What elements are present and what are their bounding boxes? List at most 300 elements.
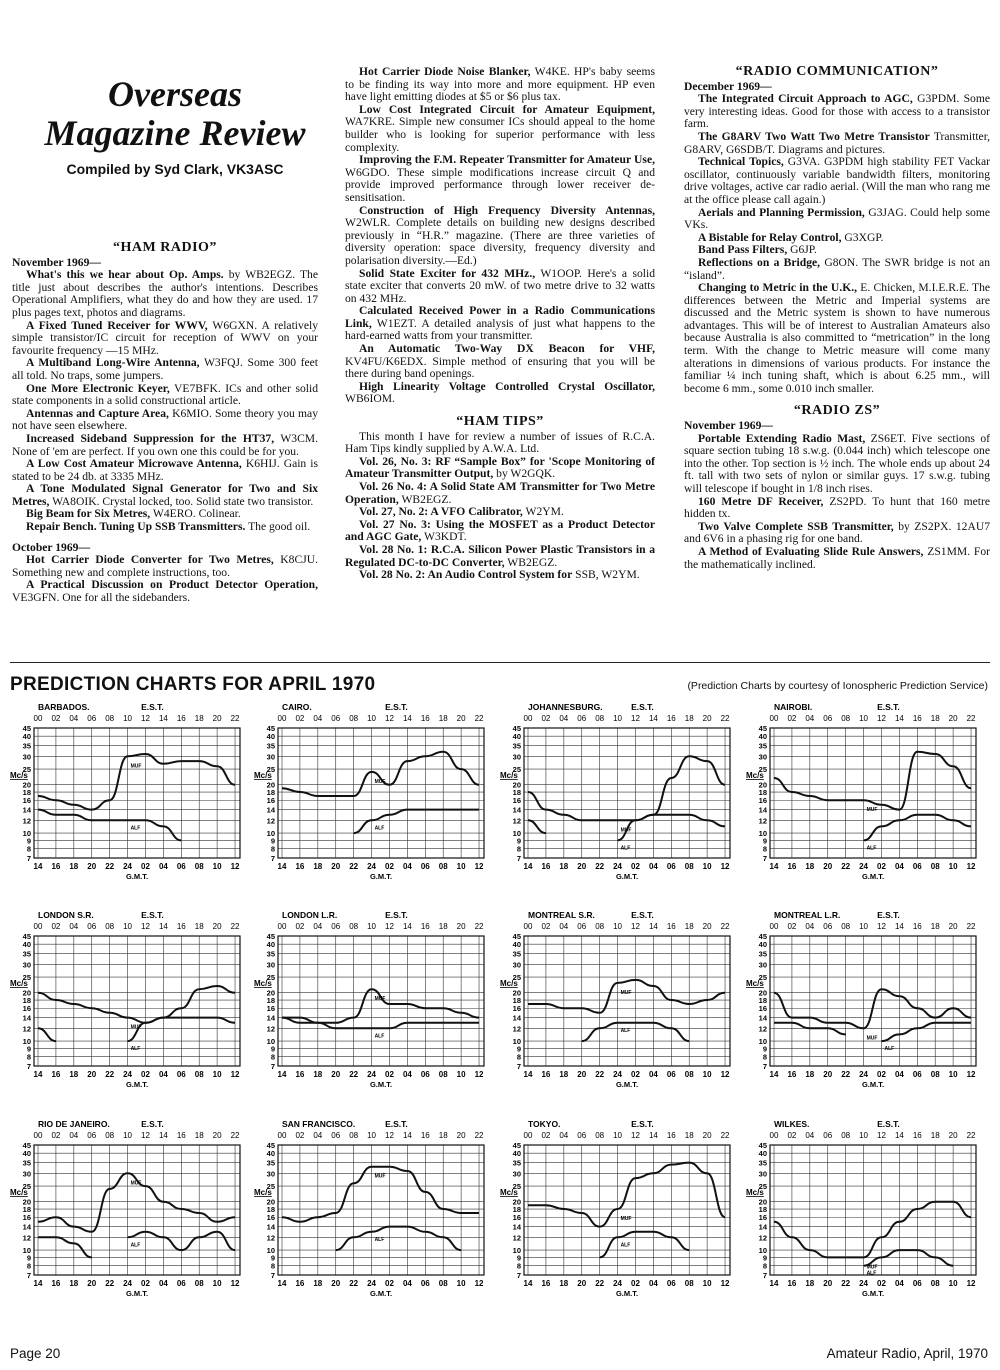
y-tick-label: 14 — [22, 1013, 31, 1023]
y-tick-label: 25 — [512, 973, 521, 983]
y-tick-label: 30 — [266, 752, 275, 762]
y-tick-label: 25 — [266, 1182, 275, 1192]
plot-frame — [770, 936, 976, 1066]
y-tick-label: 20 — [512, 988, 521, 998]
article-item — [345, 205, 655, 268]
gmt-tick-label: 02 — [141, 1070, 150, 1079]
y-tick-label: 40 — [266, 732, 275, 742]
gmt-label: G.M.T. — [861, 1080, 885, 1089]
chart-title: TOKYO. — [528, 1119, 561, 1129]
est-tick-label: 16 — [912, 1131, 922, 1140]
est-tick-label: 12 — [631, 1131, 640, 1140]
muf-label: MUF — [620, 1216, 632, 1223]
y-tick-label: 16 — [22, 1213, 31, 1223]
article-item-text: by WB2EGZ. The title just about describes the author's intentions. Describes Operational Amplifiers, what they do and how they are used. 17 plus pages text, photos and diagrams. — [12, 268, 318, 319]
y-tick-label: 7 — [270, 1271, 275, 1280]
est-tick-label: 22 — [230, 1131, 240, 1140]
y-tick-label: 30 — [512, 1169, 521, 1179]
y-tick-label: 14 — [758, 805, 767, 815]
est-label: E.S.T. — [385, 910, 408, 920]
est-label: E.S.T. — [877, 702, 900, 712]
alf-curve — [38, 1237, 92, 1257]
y-tick-label: 14 — [266, 1222, 275, 1232]
gmt-tick-label: 16 — [541, 1070, 551, 1079]
article-item-title: Repair Bench. Tuning Up SSB Transmitters. — [26, 520, 246, 534]
article-item-text: W3FQJ. Some 300 feet all told. No traps, some jumpers. — [12, 356, 318, 382]
article-item-title: One More Electronic Keyer, — [26, 381, 170, 395]
chart-title: JOHANNESBURG. — [528, 702, 603, 712]
est-tick-label: 12 — [631, 922, 640, 931]
y-tick-label: 9 — [26, 1253, 31, 1263]
y-tick-label: 45 — [22, 1141, 31, 1150]
article-item-text: K8CJU. Something new and complete instructions, too. — [12, 553, 318, 579]
gmt-tick-label: 12 — [720, 862, 730, 871]
y-tick-label: 14 — [266, 805, 275, 815]
article-item — [345, 519, 655, 544]
gmt-tick-label: 16 — [295, 1279, 305, 1288]
muf-label: MUF — [374, 778, 386, 785]
article-item-title: Hot Carrier Diode Converter for Two Metres, — [26, 553, 274, 567]
chart-title: NAIROBI. — [774, 702, 813, 712]
article-item-title: Construction of High Frequency Diversity Antennas, — [359, 203, 655, 217]
y-axis-label: Mc/s — [500, 978, 518, 988]
gmt-tick-label: 12 — [474, 862, 484, 871]
est-label: E.S.T. — [631, 702, 654, 712]
est-tick-label: 06 — [577, 1131, 587, 1140]
est-tick-label: 18 — [930, 1131, 940, 1140]
est-tick-label: 14 — [158, 714, 168, 723]
y-tick-label: 30 — [512, 960, 521, 970]
est-tick-label: 18 — [194, 1131, 204, 1140]
gmt-tick-label: 10 — [456, 1070, 466, 1079]
y-tick-label: 9 — [26, 1044, 31, 1054]
y-axis-label: Mc/s — [10, 1187, 28, 1197]
gmt-tick-label: 06 — [176, 862, 186, 871]
gmt-tick-label: 08 — [194, 1070, 204, 1079]
est-tick-label: 14 — [894, 922, 904, 931]
est-tick-label: 06 — [577, 922, 587, 931]
est-tick-label: 02 — [541, 1131, 551, 1140]
y-tick-label: 16 — [266, 1004, 275, 1014]
chart-title: LONDON S.R. — [38, 910, 94, 920]
y-tick-label: 12 — [758, 1233, 767, 1243]
y-tick-label: 45 — [758, 932, 767, 941]
est-tick-label: 10 — [123, 714, 133, 723]
gmt-tick-label: 12 — [474, 1070, 484, 1079]
gmt-tick-label: 20 — [577, 1279, 587, 1288]
gmt-tick-label: 24 — [613, 1279, 623, 1288]
est-tick-label: 10 — [859, 714, 869, 723]
est-tick-label: 00 — [33, 922, 43, 931]
est-tick-label: 22 — [720, 714, 730, 723]
article-item — [345, 381, 655, 406]
gmt-tick-label: 14 — [33, 862, 43, 871]
est-tick-label: 16 — [420, 714, 430, 723]
gmt-tick-label: 18 — [559, 862, 569, 871]
y-tick-label: 25 — [266, 765, 275, 775]
est-label: E.S.T. — [141, 1119, 164, 1129]
prediction-chart-svg — [498, 1117, 736, 1307]
prediction-chart — [498, 908, 736, 1098]
est-tick-label: 16 — [176, 922, 186, 931]
est-label: E.S.T. — [141, 910, 164, 920]
est-tick-label: 00 — [277, 1131, 287, 1140]
article-item-text: G8ON. The SWR bridge is not an “island”. — [684, 255, 991, 282]
gmt-tick-label: 14 — [33, 1279, 43, 1288]
est-tick-label: 10 — [613, 922, 623, 931]
article-item — [684, 521, 990, 546]
article-item-title: Increased Sideband Suppression for the HT37, — [26, 431, 275, 445]
article-item-title: Solid State Exciter for 432 MHz., — [359, 266, 536, 280]
article-item-text: WA8OIK. Crystal locked, too. Solid state two transistor. — [49, 494, 314, 508]
article-item-title: Vol. 26 No. 4: A Solid State AM Transmitter for Two Metre Operation, — [345, 480, 655, 506]
y-tick-label: 10 — [22, 829, 31, 839]
y-tick-label: 12 — [512, 1024, 521, 1034]
muf-curve — [774, 1202, 971, 1258]
y-tick-label: 18 — [758, 996, 767, 1006]
est-label: E.S.T. — [877, 1119, 900, 1129]
est-label: E.S.T. — [631, 1119, 654, 1129]
y-tick-label: 9 — [516, 1044, 521, 1054]
gmt-tick-label: 24 — [367, 1070, 377, 1079]
y-tick-label: 45 — [512, 724, 521, 733]
y-tick-label: 8 — [762, 1261, 767, 1271]
gmt-tick-label: 12 — [720, 1070, 730, 1079]
y-tick-label: 16 — [266, 1213, 275, 1223]
y-tick-label: 10 — [22, 1037, 31, 1047]
alf-curve — [864, 1250, 954, 1266]
est-tick-label: 18 — [930, 922, 940, 931]
article-item-text: W2WLR. Complete details on building new designs described previously in “H.R.” magazine. (There are three varieties of diversity operation: space diversity, frequency diversity and polarisation diversity.—Ed.) — [345, 216, 655, 267]
gmt-tick-label: 18 — [805, 1070, 815, 1079]
article-item-title: Hot Carrier Diode Noise Blanker, — [359, 65, 531, 78]
y-tick-label: 10 — [266, 1037, 275, 1047]
y-tick-label: 20 — [758, 988, 767, 998]
y-tick-label: 35 — [758, 741, 767, 751]
y-axis-label: Mc/s — [746, 1187, 764, 1197]
gmt-tick-label: 24 — [613, 862, 623, 871]
gmt-tick-label: 24 — [123, 862, 133, 871]
article-item — [12, 458, 318, 483]
y-tick-label: 20 — [512, 780, 521, 790]
est-tick-label: 02 — [51, 1131, 61, 1140]
y-tick-label: 12 — [266, 1233, 275, 1243]
gmt-label: G.M.T. — [369, 1080, 393, 1089]
article-item-text: W1EZT. A detailed analysis of just what happens to the hard-earned watts from your transmitter. — [345, 316, 655, 343]
y-tick-label: 40 — [22, 732, 31, 742]
alf-label: ALF — [866, 1270, 877, 1277]
est-tick-label: 16 — [912, 922, 922, 931]
est-tick-label: 12 — [385, 1131, 394, 1140]
est-tick-label: 18 — [684, 714, 694, 723]
gmt-tick-label: 12 — [230, 862, 240, 871]
est-tick-label: 16 — [666, 1131, 676, 1140]
article-item-title: 160 Metre DF Receiver, — [698, 494, 824, 508]
gmt-tick-label: 22 — [105, 1279, 115, 1288]
article-item-title: Changing to Metric in the U.K., — [698, 281, 858, 295]
est-tick-label: 06 — [331, 714, 341, 723]
est-tick-label: 08 — [595, 714, 605, 723]
gmt-tick-label: 12 — [966, 1070, 976, 1079]
est-tick-label: 14 — [894, 1131, 904, 1140]
y-tick-label: 9 — [270, 1044, 275, 1054]
y-tick-label: 20 — [266, 1197, 275, 1207]
gmt-tick-label: 18 — [69, 862, 79, 871]
gmt-label: G.M.T. — [615, 1080, 639, 1089]
y-tick-label: 12 — [22, 1024, 31, 1034]
chart-title: MONTREAL L.R. — [774, 910, 841, 920]
masthead — [10, 75, 340, 177]
muf-label: MUF — [130, 1180, 142, 1187]
est-tick-label: 18 — [930, 714, 940, 723]
est-tick-label: 04 — [69, 1131, 79, 1140]
gmt-tick-label: 08 — [930, 862, 940, 871]
est-tick-label: 22 — [966, 1131, 976, 1140]
y-tick-label: 10 — [512, 1037, 521, 1047]
y-tick-label: 7 — [762, 854, 767, 863]
gmt-tick-label: 06 — [420, 1279, 430, 1288]
y-tick-label: 8 — [516, 844, 521, 854]
est-tick-label: 06 — [577, 714, 587, 723]
date-october-1969: October 1969— — [12, 540, 91, 554]
gmt-tick-label: 10 — [212, 1279, 222, 1288]
gmt-label: G.M.T. — [369, 1289, 393, 1298]
est-tick-label: 14 — [402, 922, 412, 931]
article-item — [12, 433, 318, 458]
prediction-chart-svg — [252, 908, 490, 1098]
gmt-tick-label: 06 — [176, 1279, 186, 1288]
est-label: E.S.T. — [385, 1119, 408, 1129]
y-tick-label: 10 — [758, 829, 767, 839]
y-tick-label: 18 — [266, 996, 275, 1006]
gmt-tick-label: 20 — [87, 862, 97, 871]
article-item-title: A Bistable for Relay Control, — [698, 230, 842, 244]
gmt-tick-label: 06 — [912, 1279, 922, 1288]
y-tick-label: 30 — [758, 1169, 767, 1179]
gmt-tick-label: 02 — [141, 862, 150, 871]
est-tick-label: 14 — [158, 1131, 168, 1140]
gmt-tick-label: 14 — [277, 862, 287, 871]
est-tick-label: 02 — [295, 922, 305, 931]
gmt-tick-label: 16 — [295, 1070, 305, 1079]
y-tick-label: 12 — [512, 1233, 521, 1243]
page-number: Page 20 — [10, 1346, 61, 1361]
article-item-title: A Practical Discussion on Product Detector Operation, — [26, 578, 318, 592]
gmt-tick-label: 20 — [87, 1279, 97, 1288]
y-tick-label: 8 — [762, 844, 767, 854]
article-item — [345, 343, 655, 381]
section-heading-radio-communication: “RADIO COMMUNICATION” — [735, 64, 939, 79]
article-item-title: Portable Extending Radio Mast, — [698, 431, 866, 445]
y-tick-label: 7 — [270, 1062, 275, 1071]
gmt-tick-label: 18 — [313, 1279, 323, 1288]
est-tick-label: 12 — [631, 714, 640, 723]
gmt-tick-label: 22 — [595, 1279, 605, 1288]
article-item — [684, 131, 990, 156]
alf-label: ALF — [620, 845, 631, 852]
article-item-text: W6GDO. These simple modifications increase circuit Q and provide improved performance through lower receiver de-sensitisation. — [345, 165, 655, 204]
y-tick-label: 9 — [270, 836, 275, 846]
article-item-text: Transmitter, G8ARV, G6SDB/T. Diagrams and pictures. — [684, 129, 990, 156]
y-tick-label: 18 — [22, 996, 31, 1006]
est-tick-label: 16 — [420, 1131, 430, 1140]
article-item — [12, 579, 318, 604]
prediction-chart — [744, 700, 982, 890]
est-tick-label: 20 — [212, 922, 222, 931]
gmt-tick-label: 18 — [69, 1279, 79, 1288]
muf-label: MUF — [866, 1035, 878, 1042]
y-tick-label: 25 — [22, 765, 31, 775]
alf-curve — [354, 810, 479, 834]
article-item-title: Vol. 28 No. 2: An Audio Control System for — [359, 568, 573, 582]
article-item-text: G6JP. — [787, 243, 817, 257]
gmt-tick-label: 24 — [367, 1279, 377, 1288]
plot-frame — [524, 728, 730, 858]
est-tick-label: 16 — [420, 922, 430, 931]
y-tick-label: 45 — [266, 724, 275, 733]
est-tick-label: 00 — [523, 1131, 533, 1140]
y-tick-label: 16 — [512, 1213, 521, 1223]
est-tick-label: 10 — [859, 1131, 869, 1140]
y-tick-label: 20 — [22, 780, 31, 790]
est-tick-label: 04 — [805, 922, 815, 931]
gmt-tick-label: 08 — [930, 1279, 940, 1288]
article-item-text: ZS1MM. For the mathematically inclined. — [684, 544, 990, 571]
est-tick-label: 22 — [474, 922, 484, 931]
y-tick-label: 9 — [270, 1253, 275, 1263]
y-tick-label: 40 — [758, 1149, 767, 1159]
gmt-tick-label: 16 — [787, 1279, 797, 1288]
y-tick-label: 18 — [512, 996, 521, 1006]
column-ham-radio — [12, 236, 318, 605]
article-item-text: by ZS2PX. 12AU7 and 6V6 in a phasing rig for one band. — [684, 519, 990, 546]
gmt-tick-label: 06 — [666, 862, 676, 871]
article-item — [684, 156, 990, 206]
est-tick-label: 00 — [769, 1131, 779, 1140]
gmt-tick-label: 04 — [648, 1279, 658, 1288]
gmt-tick-label: 10 — [456, 1279, 466, 1288]
y-tick-label: 8 — [270, 1052, 275, 1062]
est-tick-label: 14 — [648, 1131, 658, 1140]
est-tick-label: 02 — [541, 922, 551, 931]
est-tick-label: 12 — [385, 714, 394, 723]
chart-title: BARBADOS. — [38, 702, 90, 712]
y-tick-label: 18 — [512, 788, 521, 798]
muf-label: MUF — [620, 989, 632, 996]
est-tick-label: 00 — [523, 714, 533, 723]
y-tick-label: 14 — [22, 805, 31, 815]
article-item-text: WB2EGZ. — [504, 555, 558, 569]
est-tick-label: 04 — [559, 922, 569, 931]
y-tick-label: 30 — [266, 960, 275, 970]
chart-title: CAIRO. — [282, 702, 312, 712]
y-tick-label: 20 — [266, 988, 275, 998]
article-item-title: Reflections on a Bridge, — [698, 255, 821, 269]
prediction-chart — [498, 700, 736, 890]
y-tick-label: 18 — [758, 788, 767, 798]
article-item-title: The G8ARV Two Watt Two Metre Transistor — [698, 129, 930, 143]
gmt-tick-label: 22 — [349, 1279, 359, 1288]
est-tick-label: 14 — [158, 922, 168, 931]
prediction-chart — [8, 908, 246, 1098]
gmt-tick-label: 04 — [648, 1070, 658, 1079]
gmt-tick-label: 20 — [331, 1279, 341, 1288]
article-item-title: Vol. 28 No. 1: R.C.A. Silicon Power Plastic Transistors in a Regulated DC-to-DC Converter, — [345, 542, 655, 569]
est-tick-label: 14 — [402, 714, 412, 723]
est-tick-label: 10 — [367, 922, 377, 931]
gmt-tick-label: 08 — [438, 1070, 448, 1079]
y-tick-label: 9 — [516, 1253, 521, 1263]
y-tick-label: 45 — [512, 932, 521, 941]
muf-label: MUF — [620, 827, 632, 834]
y-tick-label: 14 — [22, 1222, 31, 1232]
gmt-tick-label: 08 — [684, 1279, 694, 1288]
article-item — [684, 93, 990, 131]
gmt-tick-label: 22 — [349, 862, 359, 871]
y-tick-label: 25 — [758, 973, 767, 983]
y-tick-label: 14 — [758, 1222, 767, 1232]
article-item-title: The Integrated Circuit Approach to AGC, — [698, 92, 913, 106]
y-tick-label: 40 — [22, 1149, 31, 1159]
gmt-tick-label: 18 — [313, 1070, 323, 1079]
prediction-chart-svg — [744, 1117, 982, 1307]
gmt-tick-label: 10 — [212, 862, 222, 871]
article-item — [684, 207, 990, 232]
gmt-tick-label: 12 — [230, 1070, 240, 1079]
est-tick-label: 10 — [367, 714, 377, 723]
gmt-tick-label: 14 — [769, 862, 779, 871]
gmt-tick-label: 04 — [894, 862, 904, 871]
est-tick-label: 04 — [805, 714, 815, 723]
section-heading-radio-zs: “RADIO ZS” — [793, 403, 881, 419]
article-item-title: Vol. 27 No. 3: Using the MOSFET as a Product Detector and AGC Gate, — [345, 517, 655, 544]
article-item — [12, 554, 318, 579]
gmt-tick-label: 14 — [277, 1070, 287, 1079]
est-tick-label: 20 — [702, 714, 712, 723]
y-axis-label: Mc/s — [500, 1187, 518, 1197]
gmt-tick-label: 24 — [859, 1070, 869, 1079]
est-tick-label: 00 — [277, 714, 287, 723]
muf-label: MUF — [374, 996, 386, 1003]
article-item-text: by W2GQK. — [493, 467, 556, 481]
article-item — [684, 282, 990, 395]
y-tick-label: 30 — [22, 960, 31, 970]
gmt-tick-label: 14 — [769, 1070, 779, 1079]
gmt-tick-label: 16 — [787, 862, 797, 871]
article-item-text: W4KE. HP's baby seems to be finding its way into more and more equipment. HP even have light emitting diodes at $5 or $6 plus tax. — [345, 65, 655, 104]
y-tick-label: 7 — [516, 1271, 521, 1280]
gmt-tick-label: 18 — [805, 862, 815, 871]
gmt-tick-label: 20 — [823, 1070, 833, 1079]
article-item — [12, 269, 318, 319]
gmt-tick-label: 10 — [948, 1279, 958, 1288]
gmt-tick-label: 10 — [702, 862, 712, 871]
gmt-tick-label: 12 — [966, 1279, 976, 1288]
alf-curve — [600, 1232, 690, 1258]
y-tick-label: 25 — [266, 973, 275, 983]
article-item — [12, 383, 318, 408]
y-tick-label: 16 — [758, 1213, 767, 1223]
gmt-tick-label: 24 — [613, 1070, 623, 1079]
gmt-tick-label: 02 — [385, 1279, 394, 1288]
y-tick-label: 16 — [758, 1004, 767, 1014]
y-tick-label: 25 — [758, 765, 767, 775]
est-tick-label: 06 — [87, 922, 97, 931]
article-item-title: A Fixed Tuned Receiver for WWV, — [26, 318, 208, 332]
y-tick-label: 35 — [758, 949, 767, 959]
est-tick-label: 00 — [277, 922, 287, 931]
gmt-tick-label: 22 — [841, 1279, 851, 1288]
